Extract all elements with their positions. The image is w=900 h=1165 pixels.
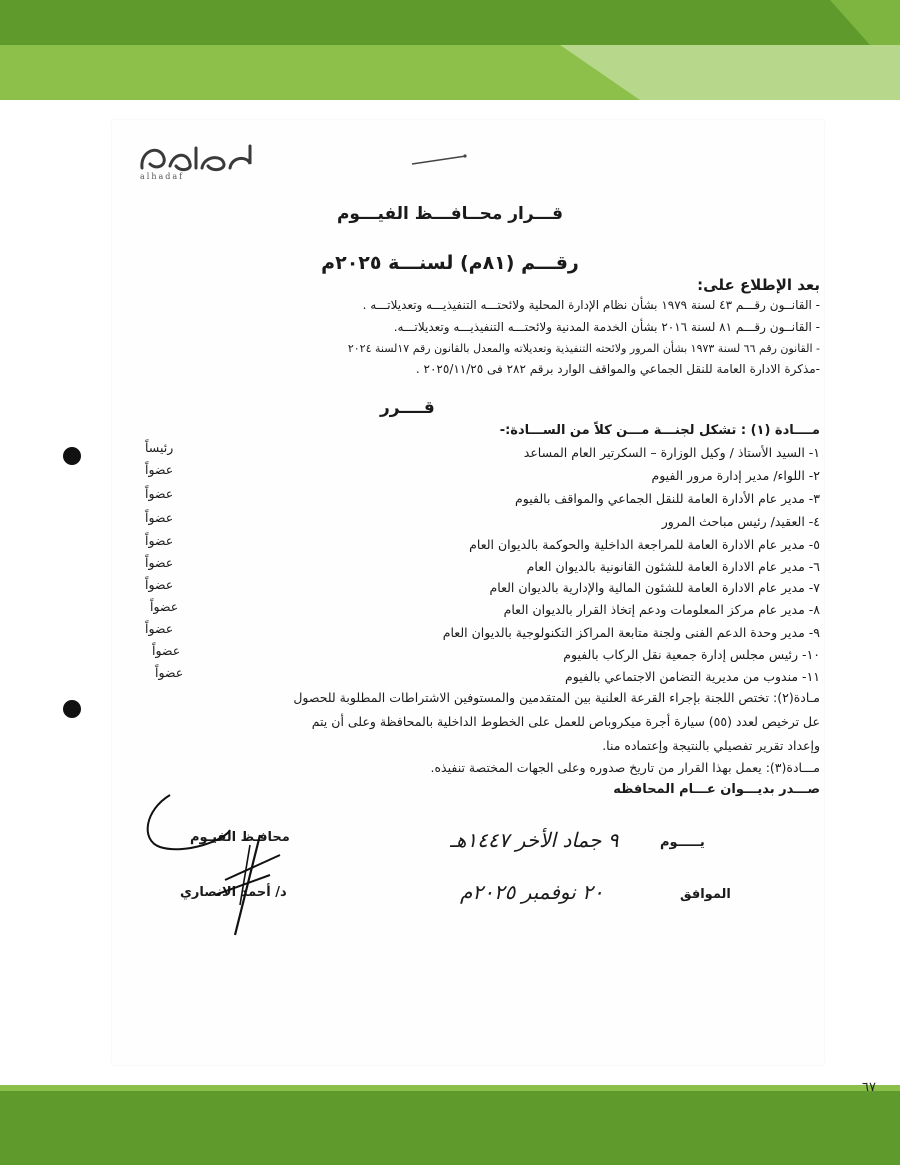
header-band bbox=[0, 0, 900, 100]
committee-member: ٣- مدير عام الأدارة العامة للنقل الجماعي والمواقف بالفيوم bbox=[515, 491, 820, 506]
member-role: عضواً bbox=[152, 643, 181, 658]
reference-line: - القانون رقم ٦٦ لسنة ١٩٧٣ بشأن المرور ولائحته التنفيذية وتعديلاته والمعدل بالقانون رقم ١٧لسنة ٢٠٢٤ bbox=[347, 342, 820, 355]
committee-member: ٩- مدير وحدة الدعم الفنى ولجنة متابعة المراكز التكنولوجية بالديوان العام bbox=[442, 625, 820, 640]
member-role: عضواً bbox=[145, 621, 174, 636]
committee-member: ٨- مدير عام مركز المعلومات ودعم إتخاذ القرار بالديوان العام bbox=[503, 602, 820, 617]
punch-hole bbox=[63, 447, 81, 465]
governor-name: د/ أحمد الانصاري bbox=[180, 885, 287, 900]
page-number: ٦٧ bbox=[862, 1080, 876, 1095]
committee-member: ٤- العقيد/ رئيس مباحث المرور bbox=[661, 514, 820, 529]
reference-line: - القانــون رقـــم ٨١ لسنة ٢٠١٦ بشأن الخدمة المدنية ولائحتـــه التنفيذيـــه وتعديلاتـــه. bbox=[393, 320, 820, 334]
member-role: عضواً bbox=[145, 510, 174, 525]
committee-member: ١- السيد الأستاذ / وكيل الوزارة – السكرتير العام المساعد bbox=[523, 445, 820, 460]
footer-band bbox=[0, 1085, 900, 1165]
punch-hole bbox=[63, 700, 81, 718]
reference-line: -مذكرة الادارة العامة للنقل الجماعي والمواقف الوارد برقم ٢٨٢ فى ٢٠٢٥/١١/٢٥ . bbox=[415, 362, 820, 376]
article2-line: وإعداد تقرير تفصيلي بالنتيجة وإعتماده منا. bbox=[602, 738, 820, 753]
article2-line: عل ترخيص لعدد (٥٥) سيارة أجرة ميكروباص للعمل على الخطوط الداخلية بالمحافظة وعلى أن يتم bbox=[311, 714, 820, 729]
member-role: عضواً bbox=[155, 665, 184, 680]
governor-title: محافـظ الفيـوم bbox=[190, 830, 290, 845]
committee-member: ١١- مندوب من مديرية التضامن الاجتماعي بالفيوم bbox=[565, 669, 820, 684]
committee-member: ٢- اللواء/ مدير إدارة مرور الفيوم bbox=[651, 468, 820, 483]
decree-number: رقـــم (٨١م) لسنـــة ٢٠٢٥م bbox=[321, 252, 579, 274]
handwritten-signature bbox=[140, 785, 320, 940]
decision-heading: قــــرر bbox=[380, 398, 435, 418]
article2-line: مـادة(٢): تختص اللجنة بإجراء القرعة العلنية بين المتقدمين والمستوفين الاشتراطات المطلوبة للحصول bbox=[293, 690, 820, 705]
date-day-label: يـــــوم bbox=[660, 835, 705, 850]
alhadaf-logo bbox=[130, 130, 260, 190]
preamble-heading: بعد الإطلاع على: bbox=[697, 276, 820, 294]
article1-heading: مــــادة (١) : تشكل لجنـــة مـــن كلاً من الســـادة:- bbox=[499, 423, 820, 438]
committee-member: ٥- مدير عام الادارة العامة للمراجعة الداخلية والحوكمة بالديوان العام bbox=[469, 537, 820, 552]
decree-title: قـــرار محــافـــظ الفيـــوم bbox=[336, 204, 564, 224]
member-role: عضواً bbox=[145, 577, 174, 592]
member-role: عضواً bbox=[150, 599, 179, 614]
committee-member: ١٠- رئيس مجلس إدارة جمعية نقل الركاب بالفيوم bbox=[563, 647, 820, 662]
date-corresponding-label: الموافق bbox=[680, 887, 731, 902]
committee-member: ٧- مدير عام الادارة العامة للشئون المالية والإدارية بالديوان العام bbox=[489, 580, 820, 595]
pen-mark bbox=[410, 150, 470, 170]
date-hijri: ٩ جماد الأخر ١٤٤٧هـ bbox=[450, 828, 619, 852]
article3-text: مـــادة(٣): يعمل بهذا القرار من تاريخ صدوره وعلى الجهات المختصة تنفيذه. bbox=[430, 760, 820, 775]
member-role: عضواً bbox=[145, 533, 174, 548]
member-role: عضواً bbox=[145, 462, 174, 477]
date-gregorian: ٢٠ نوفمبر ٢٠٢٥م bbox=[460, 880, 604, 904]
logo-subtext: alhadaf bbox=[140, 172, 185, 181]
committee-member: ٦- مدير عام الادارة العامة للشئون القانونية بالديوان العام bbox=[526, 559, 820, 574]
member-role: عضواً bbox=[145, 486, 174, 501]
member-role: رئيساً bbox=[145, 440, 174, 455]
member-role: عضواً bbox=[145, 555, 174, 570]
reference-line: - القانــون رقـــم ٤٣ لسنة ١٩٧٩ بشأن نظام الإدارة المحلية ولائحتـــه التنفيذيـــه وتعديلاتـــه . bbox=[362, 298, 820, 312]
issued-statement: صـــدر بديـــوان عـــام المحافظه bbox=[613, 782, 820, 797]
